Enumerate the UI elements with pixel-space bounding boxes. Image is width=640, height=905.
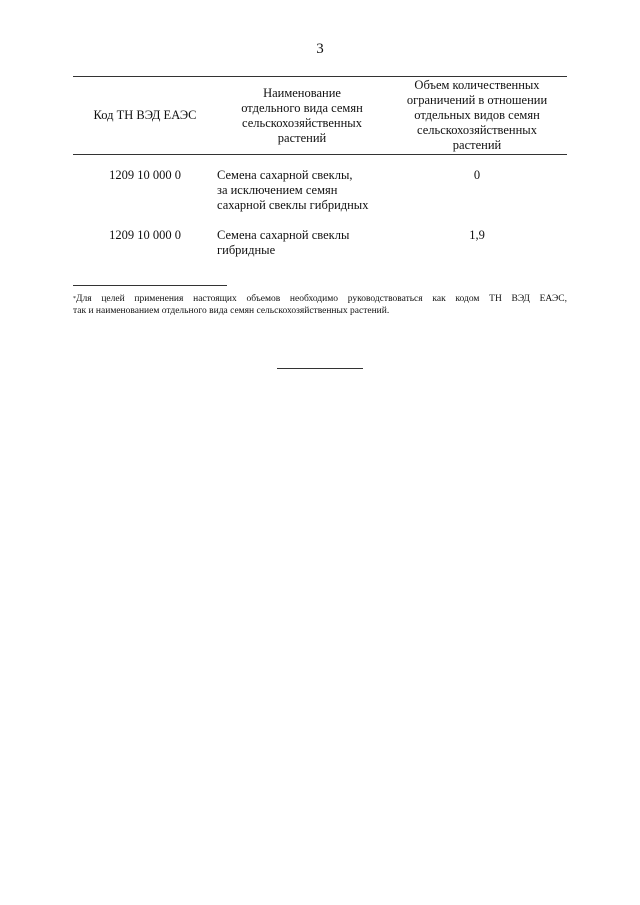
- table-row: [73, 228, 567, 262]
- header-volume-line: ограничений в отношении: [406, 93, 548, 107]
- row-value: 0: [473, 168, 481, 182]
- header-name-line: сельскохозяйственных: [242, 115, 362, 130]
- row-name-line: сахарной свеклы гибридных: [217, 198, 369, 212]
- footnote-separator: [73, 285, 227, 286]
- header-code-text: Код ТН ВЭД ЕАЭС: [93, 108, 197, 122]
- header-name-line: растений: [277, 130, 327, 145]
- header-name-line: отдельного вида семян: [241, 100, 363, 115]
- header-volume-line: растений: [452, 138, 502, 152]
- header-volume-line: Объем количественных: [414, 78, 540, 92]
- header-volume: [387, 77, 567, 154]
- header-volume-line: сельскохозяйственных: [417, 123, 537, 137]
- row-name: [217, 168, 387, 213]
- footnote: [73, 293, 567, 317]
- row-name-line: Семена сахарной свеклы,: [217, 168, 353, 182]
- table-header-row: [73, 77, 567, 154]
- header-volume-line: отдельных видов семян: [414, 108, 540, 122]
- row-code: 1209 10 000 0: [109, 168, 181, 182]
- row-code: 1209 10 000 0: [109, 228, 181, 242]
- header-name: [217, 77, 387, 154]
- row-value: 1,9: [469, 228, 485, 242]
- footnote-line: так и наименованием отдельного вида семян сельскохозяйственных растений.: [73, 306, 390, 316]
- footnote-marker: *: [73, 296, 76, 302]
- quota-table: [73, 76, 567, 155]
- table-row: [73, 168, 567, 218]
- table-header-rule: [73, 154, 567, 155]
- row-name-line: гибридные: [217, 243, 276, 257]
- row-name: [217, 228, 387, 258]
- footnote-text: Для целей применения настоящих объемов необходимо руководствоваться как кодом ТН ВЭД ЕАЭС,: [76, 294, 567, 304]
- page-number: 3: [316, 41, 324, 57]
- end-of-document-rule: [277, 368, 363, 369]
- row-name-line: за исключением семян: [217, 183, 338, 197]
- row-name-line: Семена сахарной свеклы: [217, 228, 350, 242]
- header-name-line: Наименование: [263, 85, 341, 100]
- footnote-line: [73, 293, 567, 305]
- header-code: [73, 77, 217, 154]
